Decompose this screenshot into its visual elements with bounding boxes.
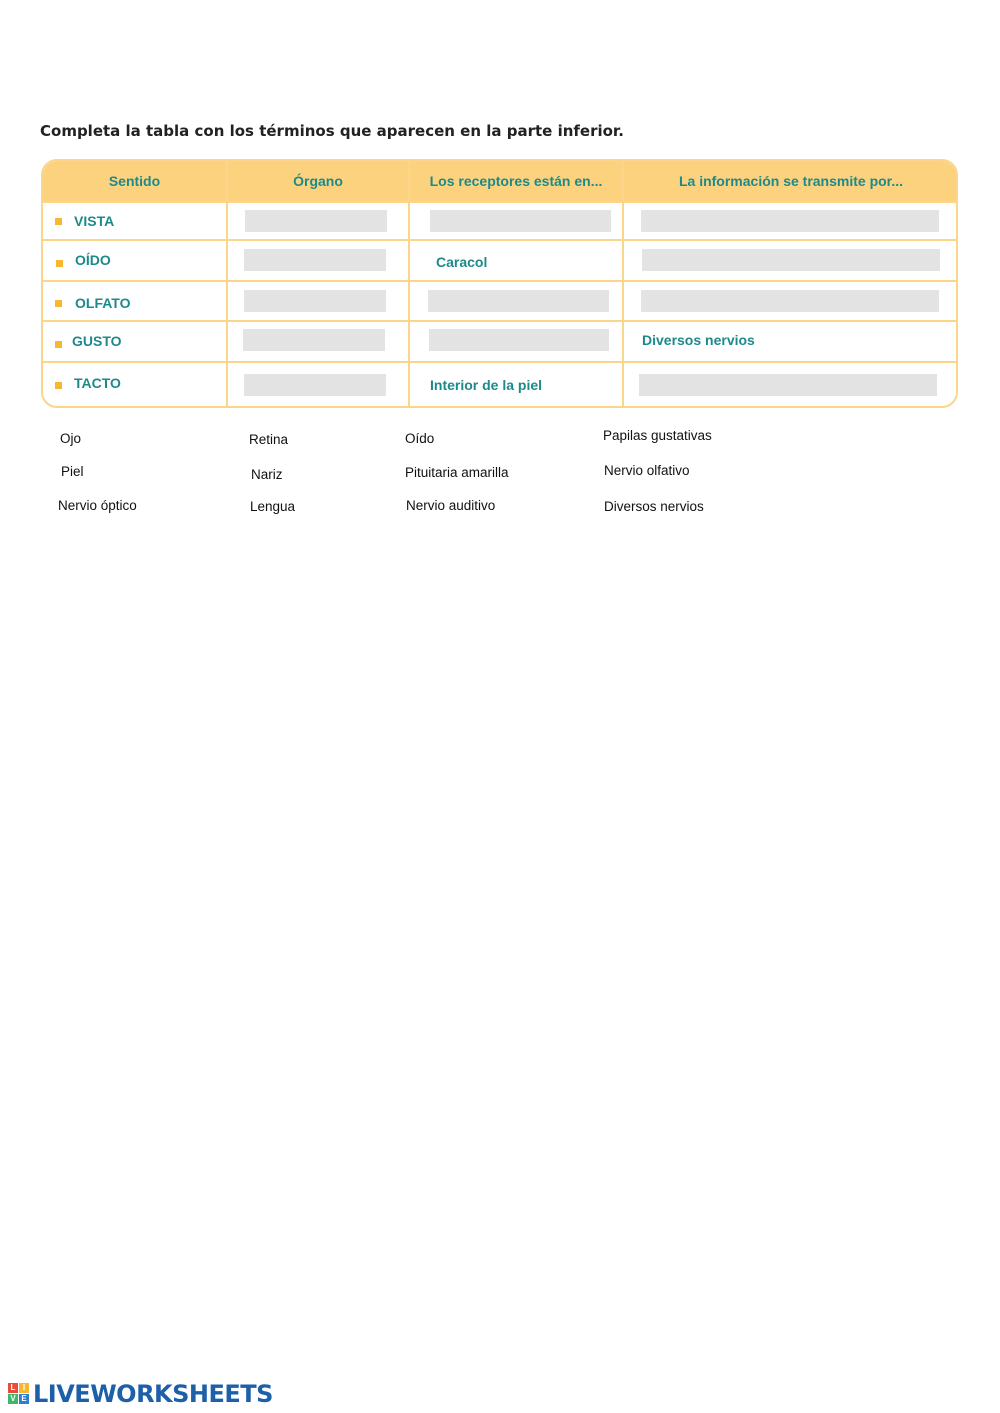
word-bank-item[interactable]: Oído bbox=[405, 431, 435, 446]
liveworksheets-mark-icon bbox=[8, 1383, 30, 1405]
answer-slot-olfato-organo[interactable] bbox=[244, 290, 386, 312]
instruction-text: Completa la tabla con los términos que aparecen en la parte inferior. bbox=[40, 122, 624, 140]
sense-oido: OÍDO bbox=[75, 252, 111, 268]
logo-mark-letter: L bbox=[8, 1383, 18, 1393]
row-divider bbox=[43, 239, 956, 241]
bullet-icon bbox=[55, 341, 62, 348]
bullet-icon bbox=[55, 218, 62, 225]
word-bank-item[interactable]: Papilas gustativas bbox=[603, 428, 712, 443]
senses-table bbox=[41, 159, 958, 408]
logo-mark-letter: V bbox=[8, 1394, 18, 1404]
word-bank-item[interactable]: Piel bbox=[61, 464, 84, 479]
row-divider bbox=[43, 361, 956, 363]
header-sentido: Sentido bbox=[108, 173, 161, 189]
answer-slot-vista-transmision[interactable] bbox=[641, 210, 939, 232]
column-divider bbox=[622, 161, 624, 406]
bullet-icon bbox=[56, 260, 63, 267]
answer-slot-gusto-receptores[interactable] bbox=[429, 329, 609, 351]
word-bank-item[interactable]: Pituitaria amarilla bbox=[405, 465, 509, 480]
column-divider bbox=[408, 161, 410, 406]
answer-slot-olfato-transmision[interactable] bbox=[641, 290, 939, 312]
given-oido-receptores: Caracol bbox=[436, 254, 488, 270]
word-bank-item[interactable]: Nervio óptico bbox=[58, 498, 137, 513]
answer-slot-oido-transmision[interactable] bbox=[642, 249, 940, 271]
answer-slot-olfato-receptores[interactable] bbox=[428, 290, 609, 312]
answer-slot-vista-organo[interactable] bbox=[245, 210, 387, 232]
given-gusto-transmision: Diversos nervios bbox=[642, 332, 755, 348]
answer-slot-tacto-organo[interactable] bbox=[244, 374, 386, 396]
sense-olfato: OLFATO bbox=[75, 295, 131, 311]
logo-text: LIVEWORKSHEETS bbox=[33, 1380, 273, 1408]
bullet-icon bbox=[55, 382, 62, 389]
row-divider bbox=[43, 280, 956, 282]
word-bank-item[interactable]: Retina bbox=[249, 432, 289, 447]
logo-mark-letter: E bbox=[19, 1394, 29, 1404]
given-tacto-receptores: Interior de la piel bbox=[430, 377, 543, 393]
header-receptores: Los receptores están en... bbox=[429, 173, 603, 189]
sense-vista: VISTA bbox=[74, 213, 115, 229]
header-transmision: La información se transmite por... bbox=[678, 173, 904, 189]
sense-tacto: TACTO bbox=[74, 375, 121, 391]
word-bank-item[interactable]: Nervio olfativo bbox=[604, 463, 690, 478]
column-divider bbox=[226, 161, 228, 406]
word-bank-item[interactable]: Nervio auditivo bbox=[406, 498, 496, 513]
word-bank-item[interactable]: Lengua bbox=[250, 499, 296, 514]
word-bank-item[interactable]: Ojo bbox=[60, 431, 82, 446]
sense-gusto: GUSTO bbox=[72, 333, 122, 349]
answer-slot-gusto-organo[interactable] bbox=[243, 329, 385, 351]
word-bank-item[interactable]: Diversos nervios bbox=[604, 499, 704, 514]
logo-mark-letter: I bbox=[19, 1383, 29, 1393]
header-organo: Órgano bbox=[293, 173, 343, 189]
answer-slot-tacto-transmision[interactable] bbox=[639, 374, 937, 396]
answer-slot-oido-organo[interactable] bbox=[244, 249, 386, 271]
bullet-icon bbox=[55, 300, 62, 307]
word-bank-item[interactable]: Nariz bbox=[251, 467, 283, 482]
answer-slot-vista-receptores[interactable] bbox=[430, 210, 611, 232]
row-divider bbox=[43, 201, 956, 203]
row-divider bbox=[43, 320, 956, 322]
liveworksheets-logo bbox=[8, 1380, 273, 1408]
